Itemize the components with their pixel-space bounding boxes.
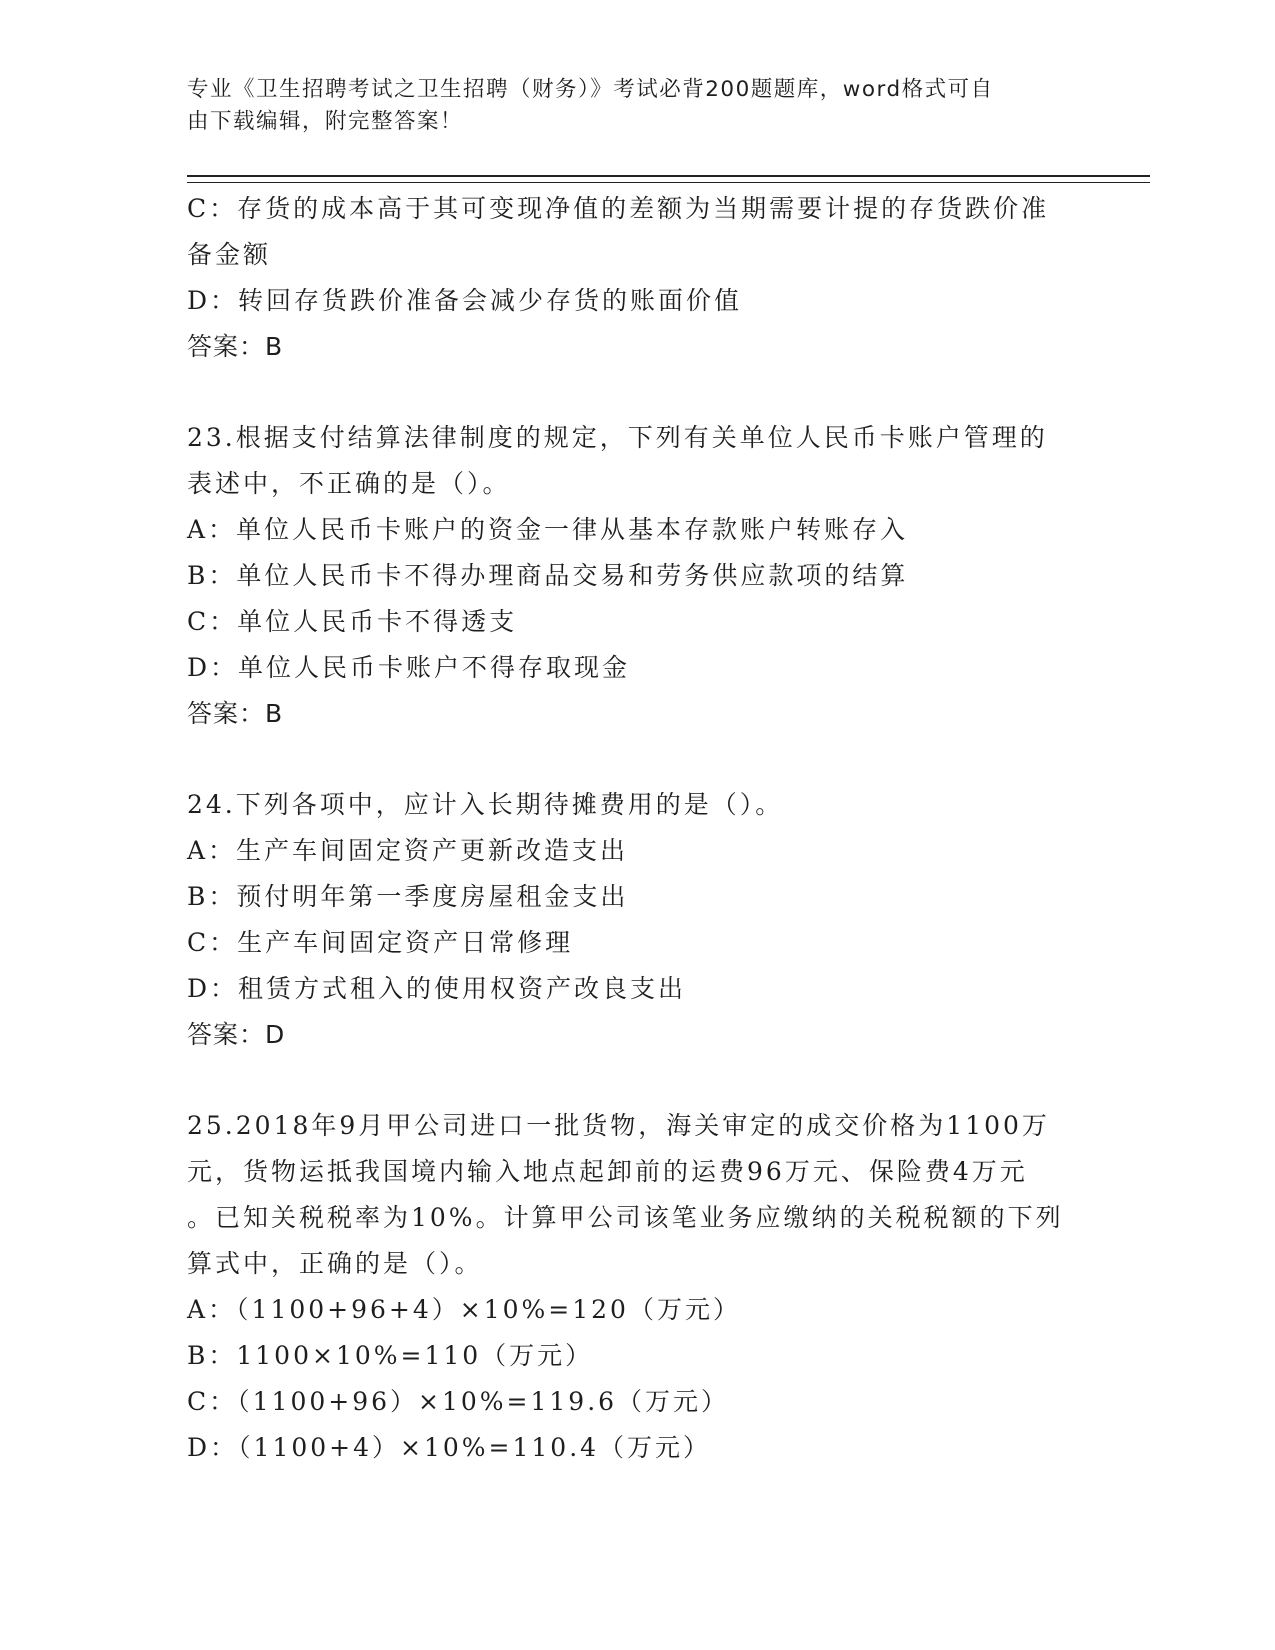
option-c: C：单位人民币卡不得透支 — [187, 607, 518, 636]
document-body — [187, 186, 1087, 1471]
question-gap — [187, 370, 1087, 415]
answer: 答案：B — [187, 332, 284, 361]
question-gap — [187, 737, 1087, 782]
question-gap — [187, 1058, 1087, 1103]
question-24 — [187, 782, 1087, 1058]
option-b: B：1100×10%=110（万元） — [187, 1341, 594, 1370]
option-d: D：转回存货跌价准备会减少存货的账面价值 — [187, 286, 743, 315]
option-d: D：租赁方式租入的使用权资产改良支出 — [187, 974, 687, 1003]
option-a: A：（1100+96+4）×10%=120（万元） — [187, 1295, 741, 1324]
answer: 答案：D — [187, 1020, 286, 1049]
option-a: A：生产车间固定资产更新改造支出 — [187, 836, 629, 865]
option-d: D：单位人民币卡账户不得存取现金 — [187, 653, 631, 682]
question-stem: 24.下列各项中，应计入长期待摊费用的是（）。 — [187, 790, 784, 819]
question-stem-line-1: 25.2018年9月甲公司进口一批货物，海关审定的成交价格为1100万 — [187, 1111, 1050, 1140]
option-c: C：（1100+96）×10%=119.6（万元） — [187, 1387, 730, 1416]
question-22-tail — [187, 186, 1087, 370]
question-stem-line-3: 。已知关税税率为10%。计算甲公司该笔业务应缴纳的关税税额的下列 — [187, 1203, 1064, 1232]
option-a: A：单位人民币卡账户的资金一律从基本存款账户转账存入 — [187, 515, 909, 544]
question-stem-line-2: 元，货物运抵我国境内输入地点起卸前的运费96万元、保险费4万元 — [187, 1157, 1028, 1186]
question-23 — [187, 415, 1087, 737]
header-divider-thin — [187, 182, 1150, 183]
header-title-line-1: 专业《卫生招聘考试之卫生招聘（财务）》考试必背200题题库，word格式可自 — [187, 77, 994, 102]
option-c-line-2: 备金额 — [187, 240, 272, 269]
option-c-line-1: C：存货的成本高于其可变现净值的差额为当期需要计提的存货跌价准 — [187, 194, 1050, 223]
document-header — [187, 74, 1067, 138]
question-stem-line-1: 23.根据支付结算法律制度的规定，下列有关单位人民币卡账户管理的 — [187, 423, 1048, 452]
option-c: C：生产车间固定资产日常修理 — [187, 928, 574, 957]
header-divider-thick — [187, 175, 1150, 177]
question-25 — [187, 1103, 1087, 1471]
question-stem-line-2: 表述中，不正确的是（）。 — [187, 469, 511, 498]
option-b: B：单位人民币卡不得办理商品交易和劳务供应款项的结算 — [187, 561, 909, 590]
answer: 答案：B — [187, 699, 284, 728]
question-stem-line-4: 算式中，正确的是（）。 — [187, 1249, 483, 1278]
option-b: B：预付明年第一季度房屋租金支出 — [187, 882, 629, 911]
option-d: D：（1100+4）×10%=110.4（万元） — [187, 1433, 712, 1462]
header-title-line-2: 由下载编辑，附完整答案！ — [187, 109, 464, 134]
